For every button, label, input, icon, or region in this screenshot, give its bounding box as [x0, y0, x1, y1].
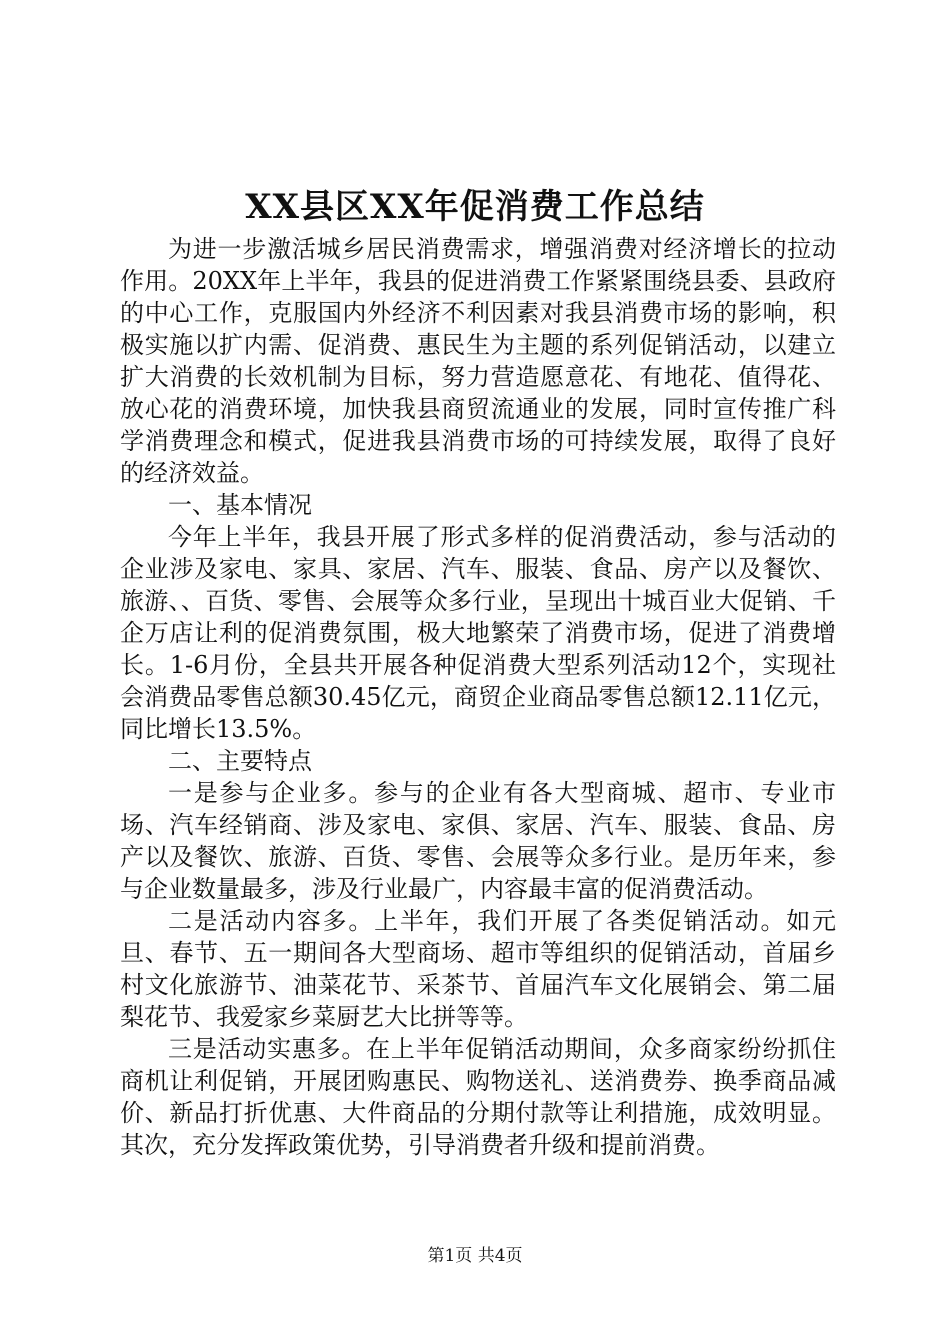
intro-paragraph: 为进一步激活城乡居民消费需求，增强消费对经济增长的拉动作用。20XX年上半年，我县的促进消费工作紧紧围绕县委、县政府的中心工作，克服国内外经济不利因素对我县消费市场的影响，积极实施以扩内需、促消费、惠民生为主题的系列促销活动，以建立扩大消费的长效机制为目标，努力营造愿意花、有地花、值得花、放心花的消费环境，加快我县商贸流通业的发展，同时宣传推广科学消费理念和模式，促进我县消费市场的可持续发展，取得了良好的经济效益。 — [120, 235, 836, 487]
page-footer: 第1页 共4页 — [427, 1246, 523, 1266]
document-title: XX县区XX年促消费工作总结 — [245, 187, 705, 227]
document-body — [120, 233, 836, 1161]
feature-paragraph-3: 三是活动实惠多。在上半年促销活动期间，众多商家纷纷抓住商机让利促销，开展团购惠民、购物送礼、送消费券、换季商品减价、新品打折优惠、大件商品的分期付款等让利措施，成效明显。其次，充分发挥政策优势，引导消费者升级和提前消费。 — [120, 1035, 836, 1159]
section-heading-basic: 一、基本情况 — [168, 491, 312, 519]
section-heading-features: 二、主要特点 — [168, 747, 312, 775]
feature-paragraph-2: 二是活动内容多。上半年，我们开展了各类促销活动。如元旦、春节、五一期间各大型商场、超市等组织的促销活动，首届乡村文化旅游节、油菜花节、采茶节、首届汽车文化展销会、第二届梨花节、我爱家乡菜厨艺大比拼等等。 — [120, 907, 836, 1031]
feature-paragraph-1: 一是参与企业多。参与的企业有各大型商城、超市、专业市场、汽车经销商、涉及家电、家俱、家居、汽车、服装、食品、房产以及餐饮、旅游、百货、零售、会展等众多行业。是历年来，参与企业数量最多，涉及行业最广，内容最丰富的促消费活动。 — [120, 779, 836, 903]
basic-situation-paragraph: 今年上半年，我县开展了形式多样的促消费活动，参与活动的企业涉及家电、家具、家居、汽车、服装、食品、房产以及餐饮、旅游、、百货、零售、会展等众多行业，呈现出十城百业大促销、千企万店让利的促消费氛围，极大地繁荣了消费市场，促进了消费增长。1-6月份，全县共开展各种促消费大型系列活动12个，实现社会消费品零售总额30.45亿元，商贸企业商品零售总额12.11亿元，同比增长13.5%。 — [120, 523, 836, 743]
